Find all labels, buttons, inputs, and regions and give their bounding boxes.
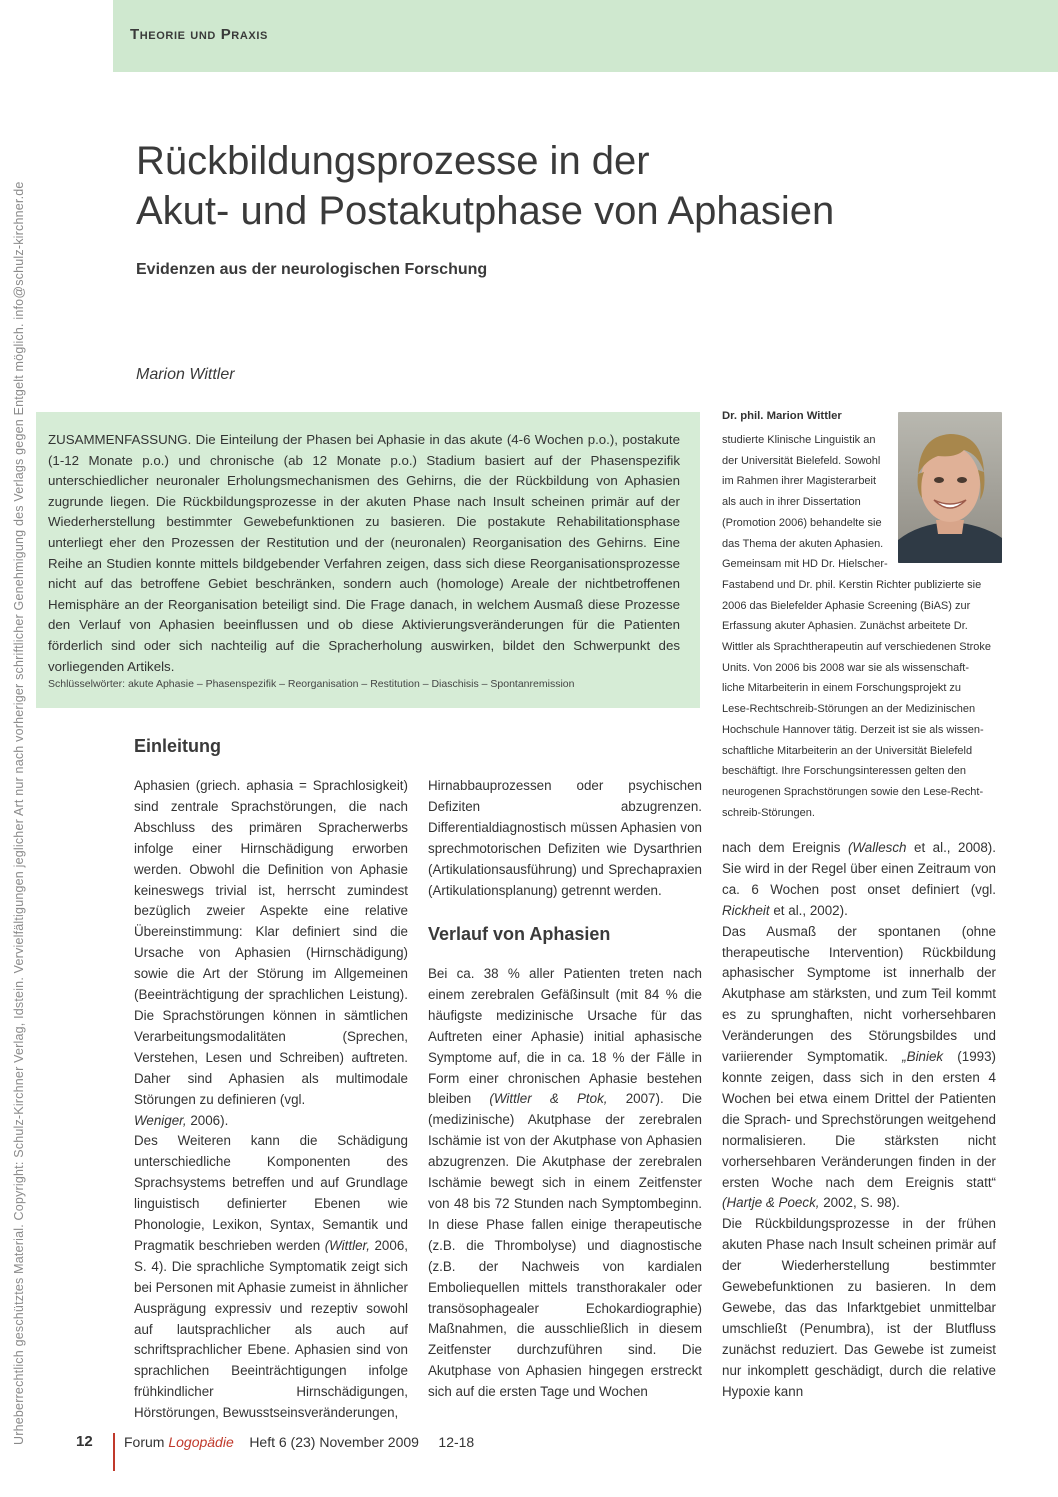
citation: „Biniek (902, 1049, 944, 1065)
paragraph (722, 838, 996, 922)
paragraph-text: Das Ausmaß der spontanen (ohne therapeutische Intervention) Rückbildung aphasischer Symptome ist innerhalb der Akutphase am stärksten, und zum Teil kommt es zu sprunghaften, nicht vorhersehbaren Veränderungen des Störungsbildes und variierender Symptomatik. (722, 923, 996, 1065)
paragraph (722, 922, 996, 1215)
body-column-3 (722, 838, 996, 1402)
bio-line: als auch in ihrer Dissertation (722, 496, 861, 509)
bio-line: schaftliche Mitarbeiterin an der Universität Bielefeld (722, 744, 973, 757)
title-line-2: Akut- und Postakutphase von Aphasien (136, 189, 835, 233)
bio-line: Lese-Rechtschreib-Störungen an der Medizinischen (722, 703, 976, 716)
article-author: Marion Wittler (136, 366, 235, 383)
paragraph-text: 2007). Die (medizinische) Akutphase der zerebralen Ischämie ist von der Akutphase von Aphasien abzugrenzen. Die Akutphase der zerebralen Ischämie bewegt sich in einem Zeitfenster von 48 bis 72 Stunden nach Symptombeginn. In diese Phase fallen einige therapeutische (z.B. die Thrombolyse) und diagnostische (z.B. der Nachweis von kardialen Emboliequellen mittels transthorakaler oder transösophagealer Echokardiographie) Maßnahmen, die ausschließlich in diesem Zeitfenster durchzuführen sind. Die Akutphase von Aphasien hingegen erstreckt sich auf die ersten Tage und Wochen (428, 1091, 702, 1400)
journal-pages: 12-18 (438, 1434, 475, 1450)
journal-forum: Forum (124, 1434, 165, 1450)
author-portrait-image (898, 412, 1002, 563)
bio-line: neurogenen Sprachstörungen sowie den Lese-Recht- (722, 785, 984, 798)
bio-line: der Universität Bielefeld. Sowohl (722, 454, 881, 467)
section-label: Theorie und Praxis (130, 26, 268, 43)
paragraph-text: nach dem Ereignis (722, 840, 848, 855)
citation: (Wallesch (847, 840, 907, 855)
bio-line: Wittler als Sprachtherapeutin auf verschiedenen Stroke (722, 641, 992, 654)
bio-line: Hochschule Hannover tätig. Derzeit ist sie als wissen- (722, 723, 984, 736)
paragraph-text: 2006, S. 4). Die sprachliche Symptomatik zeigt sich bei Personen mit Aphasie zumeist in ähnlicher Ausprägung expressiv und rezeptiv sowohl auf lautsprachlicher als auch auf schriftsprachlicher Ebene. Aphasien sind von sprachlichen Beeinträchtigungen infolge frühkindlicher Hirnschädigungen, Hörstörungen, Bewusstseinsveränderungen, (134, 1237, 408, 1421)
bio-line: Fastabend und Dr. phil. Kerstin Richter publizierte sie (722, 578, 982, 591)
article-title (136, 136, 896, 236)
heading-verlauf: Verlauf von Aphasien (428, 924, 611, 944)
bio-line: Erfassung akuter Aphasien. Zunächst arbeitete Dr. (722, 620, 968, 633)
keywords: Schlüsselwörter: akute Aphasie – Phasenspezifik – Reorganisation – Restitution – Diaschisis – Spontanremission (48, 678, 575, 690)
paragraph (134, 1131, 408, 1424)
bio-name: Dr. phil. Marion Wittler (722, 410, 842, 422)
paragraph-text: et al., 2008). Sie wird in der Regel über einen Zeitraum von ca. 6 Wochen post onset definiert (vgl. (722, 840, 996, 897)
journal-issue: Heft 6 (23) November 2009 (249, 1434, 419, 1450)
bio-line: das Thema der akuten Aphasien. (722, 537, 884, 550)
footer-divider (113, 1433, 115, 1471)
paragraph-text: 2006). (186, 1112, 229, 1128)
abstract-text: ZUSAMMENFASSUNG. Die Einteilung der Phasen bei Aphasie in das akute (4-6 Wochen p.o.), postakute (1-12 Monate p.o.) und chronische (ab 12 Monate p.o.) Stadium basiert auf der Phasenspezifik unterschiedlicher neuronaler Erholungsmechanismen des Gehirns, die der Rückbildung von Aphasien zugrunde liegen. Die Rückbildungsprozesse in der akuten Phase nach Insult scheinen primär auf der Wiederherstellung bestimmter Gewebefunktionen zu basieren. Die postakute Rehabilitationsphase unterliegt eher den Prozessen der Restitution und der (neuronalen) Reorganisation des Gehirns. Eine Reihe an Studien konnte mittels bildgebender Verfahren zeigen, dass sich diese Reorganisationsprozesse nicht auf das betroffene Gebiet beschränken, sondern auch (homologe) Areale der nichtbetroffenen Hemisphäre an der Reorganisation beteiligt sind. Die Frage danach, in welchem Ausmaß diese Prozesse den Verlauf von Aphasien beeinflussen und ob diese Aktivierungsveränderungen für die Patienten förderlich sind oder sich nachteilig auf die Spracherholung auswirken, bildet den Schwerpunkt des vorliegenden Artikels. (48, 432, 680, 674)
bio-line: Gemeinsam mit HD Dr. Hielscher- (722, 558, 888, 571)
paragraph-text: et al., 2002). (769, 902, 848, 918)
paragraph (134, 776, 408, 1131)
journal-logo: Logopädie (168, 1434, 234, 1450)
paragraph: Hirnabbauprozessen oder psychischen Defiziten abzugrenzen. Differentialdiagnostisch müssen Aphasien von sprechmotorischen Defiziten wie Dysarthrien (Artikulationsausführung) und Sprechapraxien (Artikulationsplanung) getrennt werden. (428, 778, 702, 898)
bio-line: (Promotion 2006) behandelte sie (722, 516, 882, 529)
author-photo (898, 412, 1002, 563)
paragraph-text: Aphasien (griech. aphasia = Sprachlosigkeit) sind zentrale Sprachstörungen, die nach Abschluss des primären Spracherwerbs infolge einer Hirnschädigung erworben werden. Obwohl die Definition von Aphasie keineswegs trivial ist, herrscht zumindest bezüglich zweier Aspekte eine relative Übereinstimmung: Klar definiert sind die Ursache von Aphasien (Hirnschädigung) sowie die Art der Störung im Allgemeinen (Beeinträchtigung der sprachlichen Leistung). Die Sprachstörungen können in sämtlichen Verarbeitungsmodalitäten (Sprechen, Verstehen, Lesen und Schreiben) auftreten. Daher sind Aphasien als multimodale Störungen zu definieren (vgl. (134, 778, 408, 1107)
citation: (Wittler & Ptok, (489, 1091, 608, 1107)
citation: Rickheit (722, 902, 770, 918)
bio-line: studierte Klinische Linguistik an (722, 434, 876, 446)
heading-einleitung: Einleitung (134, 736, 221, 756)
citation: (Wittler, (324, 1237, 370, 1253)
bio-line: beschäftigt. Ihre Forschungsinteressen gelten den (722, 765, 966, 778)
title-line-1: Rückbildungsprozesse in der (136, 139, 650, 183)
copyright-notice: Urheberrechtlich geschütztes Material. Copyright: Schulz-Kirchner Verlag, Idstein. Vervielfältigungen jeglicher Art nur nach vorheriger schriftlicher Genehmigung des Verlags gegen Entgelt möglich. info@schulz-kirchner.de (12, 181, 26, 1445)
body-column-2-continued (428, 964, 702, 1403)
paragraph-text: (1993) konnte zeigen, dass sich in den ersten 4 Wochen bei etwa einem Drittel der Patienten die Sprach- und Sprechstörungen weitgehend normalisieren. Die stärksten nicht vorhersehbaren Veränderungen finden in der ersten Woche nach dem Ereignis statt“ (722, 1049, 996, 1190)
paragraph (428, 964, 702, 1403)
paragraph: Die Rückbildungsprozesse in der frühen akuten Phase nach Insult scheinen primär auf der Wiederherstellung bestimmter Gewebefunktionen zu basieren. In dem Gewebe, das das Infarktgebiet unmittelbar umschließt (Penumbra), ist der Blutfluss zunächst reduziert. Das Gewebe ist zumeist nur inkomplett geschädigt, durch die relative Hypoxie kann (722, 1216, 996, 1399)
paragraph-text: 2002, S. 98). (819, 1195, 900, 1211)
footer-journal (124, 1434, 474, 1450)
body-column-2 (428, 776, 702, 901)
body-column-1 (134, 776, 408, 1424)
article-subtitle: Evidenzen aus der neurologischen Forschung (136, 261, 488, 278)
bio-line: schreib-Störungen. (722, 806, 815, 819)
bio-line: Units. Von 2006 bis 2008 war sie als wissenschaft- (722, 661, 970, 674)
bio-line: im Rahmen ihrer Magisterarbeit (722, 475, 877, 488)
paragraph-text: Bei ca. 38 % aller Patienten treten nach einem zerebralen Gefäßinsult (mit 84 % die häufigste medizinische Ursache für das Auftreten einer Aphasie) initial aphasische Symptome auf, die in ca. 18 % der Fälle in Form einer chronischen Aphasie bestehen bleiben (428, 966, 702, 1107)
bio-line: liche Mitarbeiterin in einem Forschungsprojekt zu (722, 682, 962, 695)
page-number: 12 (76, 1433, 93, 1450)
citation: Weniger, (134, 1112, 187, 1128)
paragraph-text: Des Weiteren kann die Schädigung unterschiedliche Komponenten des Sprachsystems betreffen und auf Grundlage linguistisch definierter Ebenen wie Phonologie, Lexikon, Syntax, Semantik und Pragmatik beschrieben werden (134, 1133, 408, 1253)
bio-line: 2006 das Bielefelder Aphasie Screening (BiAS) zur (722, 599, 971, 612)
citation: (Hartje & Poeck, (722, 1195, 820, 1211)
